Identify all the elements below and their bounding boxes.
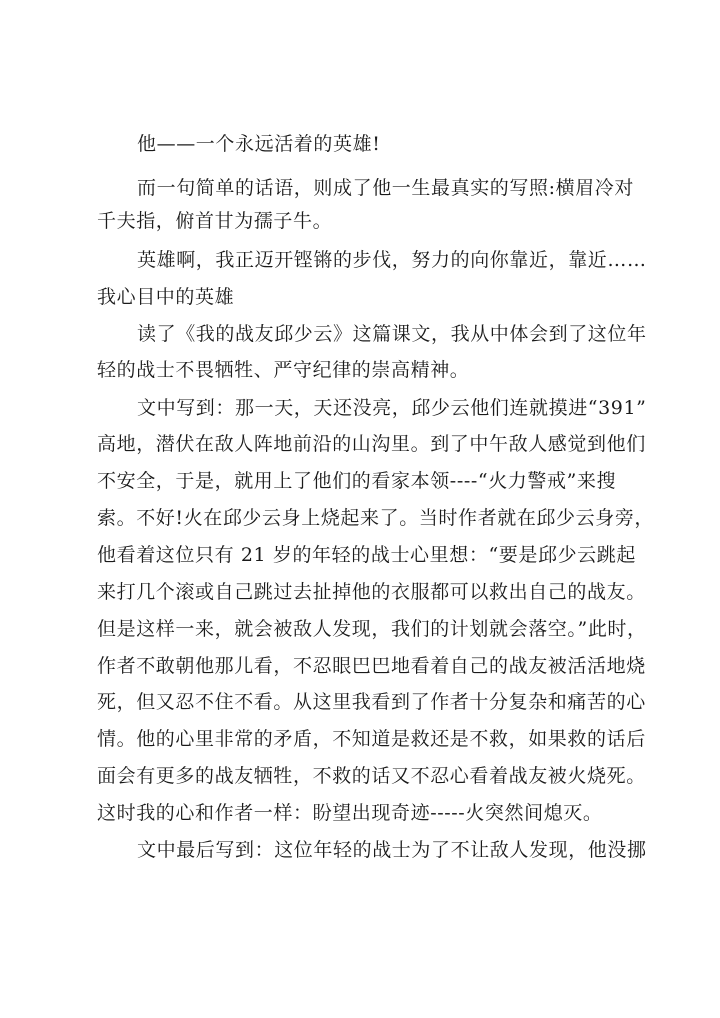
paragraph-line-9: 高地，潜伏在敌人阵地前沿的山沟里。到了中午敌人感觉到他们 bbox=[97, 433, 646, 455]
paragraph-line-16: 死，但又忍不住不看。从这里我看到了作者十分复杂和痛苦的心 bbox=[97, 691, 646, 713]
paragraph-line-10: 不安全，于是，就用上了他们的看家本领----“火力警戒”来搜 bbox=[97, 470, 617, 492]
paragraph-line-8: 文中写到：那一天，天还没亮，邱少云他们连就摸进“391” bbox=[137, 397, 647, 419]
paragraph-line-2: 而一句简单的话语，则成了他一生最真实的写照:横眉冷对 bbox=[137, 177, 635, 199]
paragraph-line-17: 情。他的心里非常的矛盾，不知道是救还是不救，如果救的话后 bbox=[97, 728, 646, 750]
section-heading: 我心目中的英雄 bbox=[97, 286, 235, 308]
paragraph-line-12: 他看着这位只有 21 岁的年轻的战士心里想：“要是邱少云跳起 bbox=[97, 544, 636, 566]
paragraph-line-4: 英雄啊，我正迈开铿锵的步伐，努力的向你靠近，靠近…… bbox=[137, 249, 647, 271]
paragraph-line-15: 作者不敢朝他那儿看，不忍眼巴巴地看着自己的战友被活活地烧 bbox=[97, 655, 646, 677]
paragraph-line-1: 他——一个永远活着的英雄! bbox=[137, 133, 381, 155]
paragraph-line-6: 读了《我的战友邱少云》这篇课文，我从中体会到了这位年 bbox=[137, 323, 647, 345]
paragraph-line-20: 文中最后写到：这位年轻的战士为了不让敌人发现，他没挪 bbox=[137, 839, 647, 861]
paragraph-line-7: 轻的战士不畏牺牲、严守纪律的崇高精神。 bbox=[97, 359, 470, 381]
paragraph-line-18: 面会有更多的战友牺牲，不救的话又不忍心看着战友被火烧死。 bbox=[97, 765, 646, 787]
paragraph-line-3: 千夫指，俯首甘为孺子牛。 bbox=[97, 210, 333, 232]
paragraph-line-13: 来打几个滚或自己跳过去扯掉他的衣服都可以救出自己的战友。 bbox=[97, 581, 646, 603]
paragraph-line-11: 索。不好!火在邱少云身上烧起来了。当时作者就在邱少云身旁， bbox=[97, 507, 655, 529]
paragraph-line-19: 这时我的心和作者一样：盼望出现奇迹-----火突然间熄灭。 bbox=[97, 802, 603, 824]
paragraph-line-14: 但是这样一来，就会被敌人发现，我们的计划就会落空。”此时， bbox=[97, 618, 647, 640]
